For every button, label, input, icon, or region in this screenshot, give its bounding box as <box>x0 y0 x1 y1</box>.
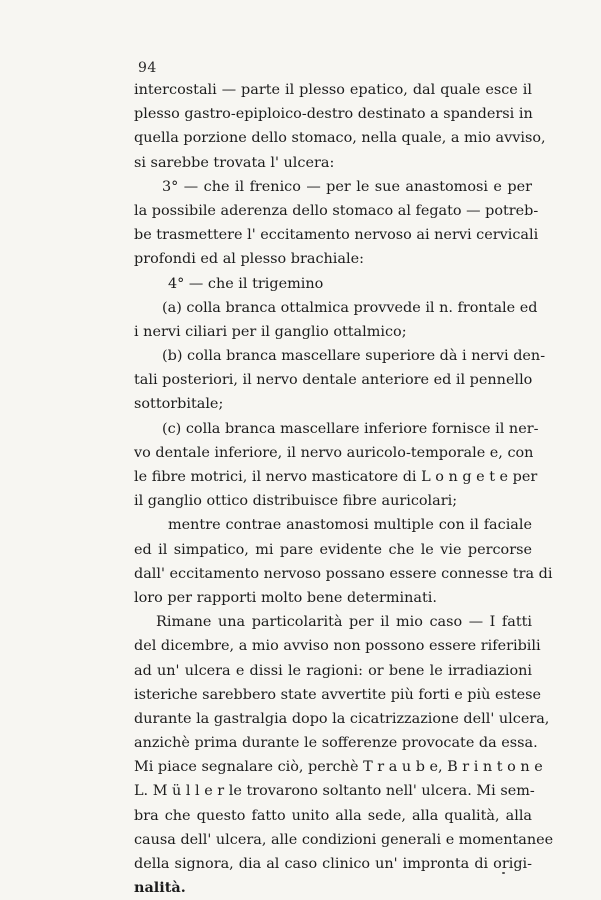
text-line: dall' eccitamento nervoso possano essere connesse tra di <box>134 565 553 582</box>
text-line: plesso gastro-epiploico-destro destinato a spandersi in <box>134 106 533 123</box>
text-line: anzichè prima durante le sofferenze provocate da essa. <box>134 735 538 752</box>
text-line: (c) colla branca mascellare inferiore fornisce il ner- <box>162 420 539 437</box>
text-line: intercostali — parte il plesso epatico, dal quale esce il <box>134 82 532 98</box>
text-line: le fibre motrici, il nervo masticatore di L o n g e t e per <box>134 469 538 485</box>
text-line: sottorbitale; <box>134 396 224 413</box>
text-line: del dicembre, a mio avviso non possono essere riferibili <box>134 638 541 655</box>
text-line: Mi piace segnalare ciò, perchè T r a u b e, B r i n t o n e <box>134 759 543 776</box>
text-line: tali posteriori, il nervo dentale anteriore ed il pennello <box>134 372 533 389</box>
text-line: ed il simpatico, mi pare evidente che le vie percorse <box>134 541 532 558</box>
text-line: (b) colla branca mascellare superiore dà i nervi den- <box>162 348 546 365</box>
text-line: bra che questo fatto unito alla sede, alla qualità, alla <box>134 807 532 824</box>
page-number: 94 <box>138 60 157 76</box>
text-line: vo dentale inferiore, il nervo auricolo-temporale e, con <box>134 444 534 461</box>
text-line: mentre contrae anastomosi multiple con il faciale <box>168 517 532 534</box>
text-line: causa dell' ulcera, alle condizioni generali e momentanee <box>134 831 554 848</box>
text-line: Rimane una particolarità per il mio caso — I fatti <box>156 614 532 631</box>
text-line: la possibile aderenza dello stomaco al fegato — potreb- <box>134 202 539 219</box>
text-line: ad un' ulcera e dissi le ragioni: or bene le irradiazioni <box>134 662 532 679</box>
text-line: be trasmettere l' eccitamento nervoso ai nervi cervicali <box>134 227 539 244</box>
text-line: (a) colla branca ottalmica provvede il n. frontale ed <box>162 299 538 316</box>
text-line: isteriche sarebbero state avvertite più forti e più estese <box>134 686 542 703</box>
text-line: 4° — che il trigemino <box>168 275 324 292</box>
text-line: della signora, dia al caso clinico un' impronta di origi- <box>134 856 532 872</box>
text-line: quella porzione dello stomaco, nella quale, a mio avviso, <box>134 130 546 147</box>
scan-speck <box>502 872 505 874</box>
text-line: L. M ü l l e r le trovarono soltanto nell' ulcera. Mi sem- <box>134 783 535 800</box>
text-line: loro per rapporti molto bene determinati. <box>134 589 437 606</box>
text-line: 3° — che il frenico — per le sue anastomosi e per <box>162 178 532 195</box>
text-line: i nervi ciliari per il ganglio ottalmico; <box>134 323 407 340</box>
text-line: nalità. <box>134 879 186 897</box>
text-line: si sarebbe trovata l' ulcera: <box>134 154 335 171</box>
text-line: durante la gastralgia dopo la cicatrizzazione dell' ulcera, <box>134 710 550 727</box>
text-line: profondi ed al plesso brachiale: <box>134 251 364 268</box>
text-line: il ganglio ottico distribuisce fibre auricolari; <box>134 493 458 510</box>
text-block <box>134 78 554 900</box>
